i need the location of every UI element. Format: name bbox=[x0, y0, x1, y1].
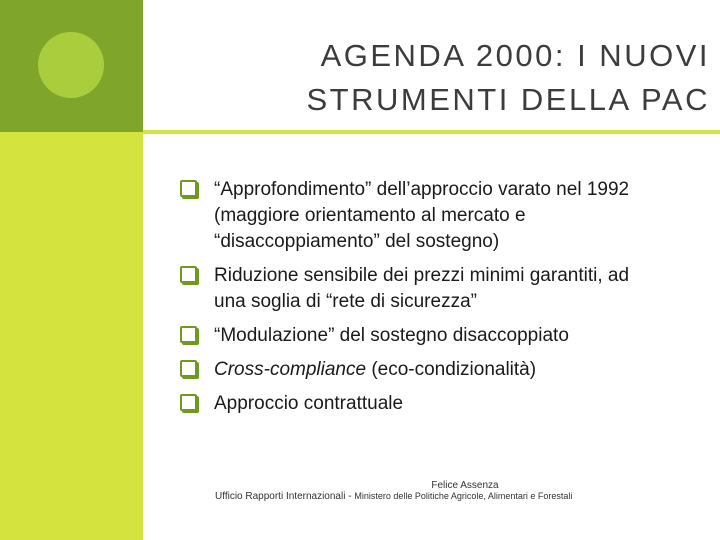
bullet-item bbox=[180, 177, 710, 255]
bullet-rest-text: (eco-condizionalità) bbox=[366, 359, 537, 380]
footer bbox=[215, 480, 675, 502]
bullet-text bbox=[214, 391, 710, 417]
checkbox-bullet-icon bbox=[180, 326, 197, 343]
bullet-line: “Modulazione” del sostegno disaccoppiato bbox=[214, 325, 569, 346]
slide-title-line-1: AGENDA 2000: I NUOVI bbox=[320, 38, 710, 73]
side-bar-bottom bbox=[0, 132, 143, 540]
bullet-line: “disaccoppiamento” del sostegno) bbox=[214, 231, 500, 252]
bullet-item bbox=[180, 323, 710, 349]
bullet-italic-term: Cross-compliance bbox=[214, 359, 367, 380]
bullet-text bbox=[214, 357, 710, 383]
bullet-list bbox=[180, 177, 710, 425]
bullet-item bbox=[180, 263, 710, 315]
bullet-text bbox=[214, 177, 710, 255]
bullet-line: (maggiore orientamento al mercato e bbox=[214, 205, 526, 226]
decorative-circle bbox=[38, 32, 104, 98]
footer-author: Felice Assenza bbox=[431, 480, 499, 491]
slide-title bbox=[190, 34, 710, 122]
footer-ministry: Ministero delle Politiche Agricole, Alimentari e Forestali bbox=[354, 491, 573, 501]
bullet-item bbox=[180, 391, 710, 417]
checkbox-bullet-icon bbox=[180, 394, 197, 411]
checkbox-bullet-icon bbox=[180, 360, 197, 377]
bullet-item bbox=[180, 357, 710, 383]
bullet-line: “Approfondimento” dell’approccio varato nel 1992 bbox=[214, 179, 630, 200]
bullet-line: Riduzione sensibile dei prezzi minimi garantiti, ad bbox=[214, 265, 630, 286]
bullet-line: una soglia di “rete di sicurezza” bbox=[214, 291, 477, 312]
footer-office: Ufficio Rapporti Internazionali - bbox=[215, 491, 355, 502]
bullet-line: Approccio contrattuale bbox=[214, 393, 404, 414]
bullet-text bbox=[214, 263, 710, 315]
bullet-text bbox=[214, 323, 710, 349]
footer-organization bbox=[215, 491, 675, 502]
checkbox-bullet-icon bbox=[180, 180, 197, 197]
checkbox-bullet-icon bbox=[180, 266, 197, 283]
slide-title-line-2: STRUMENTI DELLA PAC bbox=[306, 82, 710, 117]
header-divider bbox=[143, 130, 720, 134]
